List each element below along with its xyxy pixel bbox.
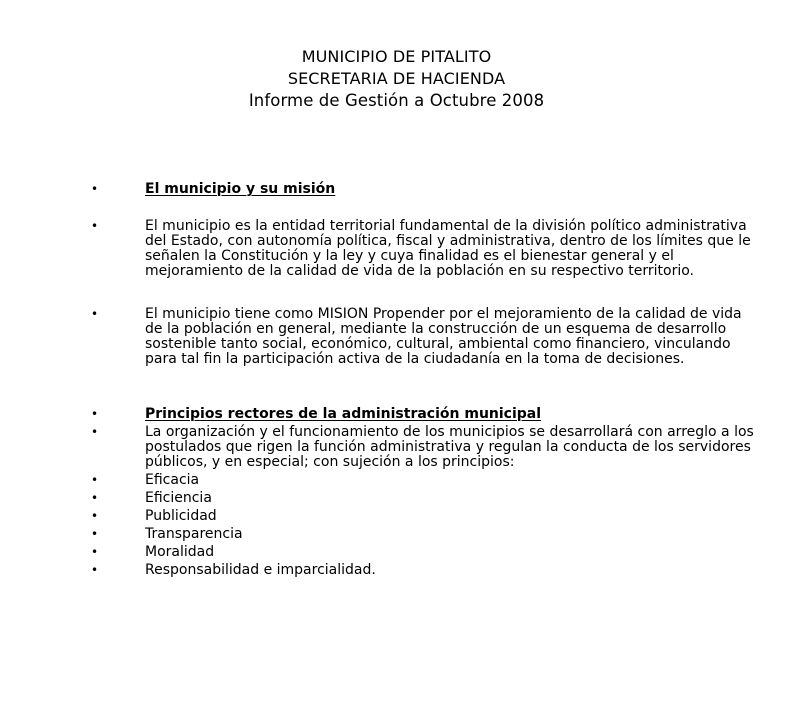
- bullet-icon: •: [91, 563, 99, 577]
- principle-item: [91, 491, 756, 506]
- principios-intro-paragraph: La organización y el funcionamiento de los municipios se desarrollará con arreglo a los postulados que rigen la función administrativa y regulan la conducta de los servidores públicos, y en especial; con sujeción a los principios:: [145, 424, 754, 470]
- bullet-icon: •: [91, 219, 99, 233]
- definition-item: [91, 219, 756, 279]
- principios-heading: Principios rectores de la administración municipal: [145, 406, 542, 422]
- mision-paragraph: El municipio tiene como MISION Propender por el mejoramiento de la calidad de vida de la población en general, mediante la construcción de un esquema de desarrollo sostenible tanto social, económico, cultural, ambiental como financiero, vinculando para tal fin la participación activa de la ciudadanía en la toma de decisiones.: [145, 306, 742, 367]
- bullet-icon: •: [91, 527, 99, 541]
- bullet-icon: •: [91, 407, 99, 421]
- principios-intro-item: [91, 425, 756, 470]
- definition-paragraph: El municipio es la entidad territorial fundamental de la división político administrativa del Estado, con autonomía política, fiscal y administrativa, dentro de los límites que le señalen la Constitución y la ley y cuya finalidad es el bienestar general y el mejoramiento de la calidad de vida de la población en su respectivo territorio.: [145, 218, 751, 279]
- principle-label: Publicidad: [145, 508, 217, 524]
- bullet-icon: •: [91, 425, 99, 439]
- principle-label: Responsabilidad e imparcialidad.: [145, 562, 376, 578]
- principle-label: Eficacia: [145, 472, 200, 488]
- report-subtitle: Informe de Gestión a Octubre 2008: [248, 91, 545, 110]
- document-header: [0, 46, 793, 112]
- mision-item: [91, 307, 756, 367]
- bullet-icon: •: [91, 307, 99, 321]
- principle-item: [91, 473, 756, 488]
- principle-item: [91, 509, 756, 524]
- principle-item: [91, 563, 756, 578]
- bullet-icon: •: [91, 473, 99, 487]
- bullet-icon: •: [91, 509, 99, 523]
- principle-label: Transparencia: [145, 526, 243, 542]
- bullet-icon: •: [91, 491, 99, 505]
- municipality-title: MUNICIPIO DE PITALITO: [301, 47, 492, 66]
- principle-item: [91, 545, 756, 560]
- document-body: [91, 182, 756, 578]
- mision-heading: El municipio y su misión: [145, 181, 336, 197]
- bullet-icon: •: [91, 182, 99, 196]
- department-title: SECRETARIA DE HACIENDA: [287, 69, 506, 88]
- bullet-icon: •: [91, 545, 99, 559]
- principle-label: Moralidad: [145, 544, 215, 560]
- principle-item: [91, 527, 756, 542]
- mision-heading-item: [91, 182, 756, 197]
- principle-label: Eficiencia: [145, 490, 212, 506]
- principios-heading-item: [91, 407, 756, 422]
